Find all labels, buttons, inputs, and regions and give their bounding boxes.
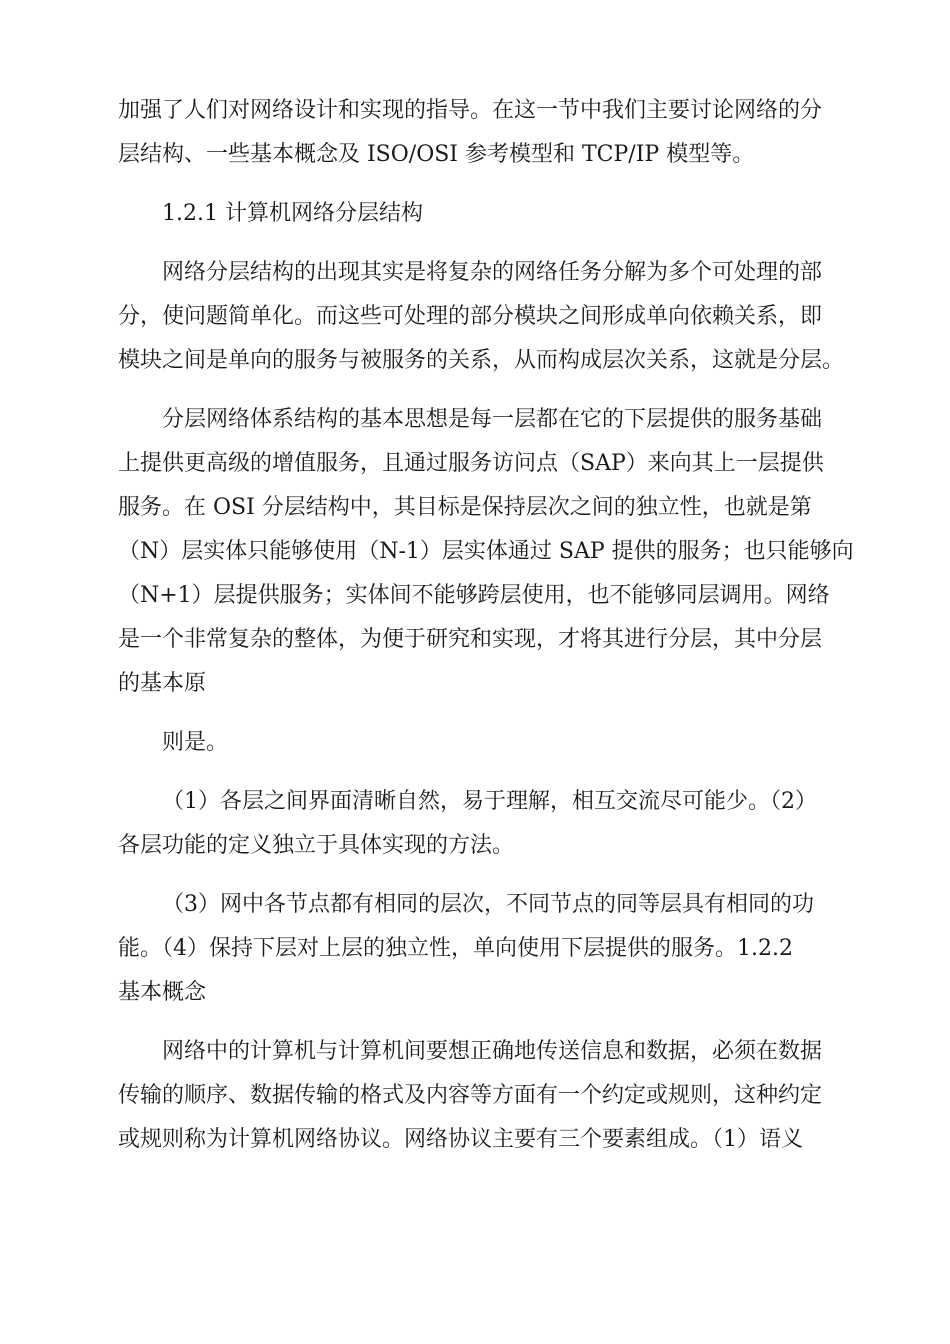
text-line-21: 传输的顺序、数据传输的格式及内容等方面有一个约定或规则，这种约定 [118, 1083, 823, 1108]
section-heading-1-2-1: 1.2.1 计算机网络分层结构 [162, 201, 423, 226]
text-line-18: 能。（4）保持下层对上层的独立性，单向使用下层提供的服务。1.2.2 [118, 936, 793, 961]
text-line-11: （N+1）层提供服务；实体间不能够跨层使用，也不能够同层调用。网络 [118, 583, 830, 608]
text-line-6: 模块之间是单向的服务与被服务的关系，从而构成层次关系，这就是分层。 [118, 348, 845, 373]
text-line-2: 层结构、一些基本概念及 ISO/OSI 参考模型和 TCP/IP 模型等。 [118, 142, 755, 167]
text-line-4: 网络分层结构的出现其实是将复杂的网络任务分解为多个可处理的部 [162, 260, 823, 285]
text-line-15: （1）各层之间界面清晰自然，易于理解，相互交流尽可能少。（2） [162, 789, 817, 814]
section-heading-1-2-2: 基本概念 [118, 980, 207, 1005]
text-line-9: 服务。在 OSI 分层结构中，其目标是保持层次之间的独立性，也就是第 [118, 495, 812, 520]
text-line-1: 加强了人们对网络设计和实现的指导。在这一节中我们主要讨论网络的分 [118, 98, 823, 123]
text-line-12: 是一个非常复杂的整体，为便于研究和实现，才将其进行分层，其中分层 [118, 627, 823, 652]
text-line-22: 或规则称为计算机网络协议。网络协议主要有三个要素组成。（1）语义 [118, 1127, 803, 1152]
text-line-14: 则是。 [162, 730, 229, 755]
text-line-10: （N）层实体只能够使用（N-1）层实体通过 SAP 提供的服务；也只能够向 [118, 539, 854, 564]
text-line-16: 各层功能的定义独立于具体实现的方法。 [118, 833, 515, 858]
text-line-8: 上提供更高级的增值服务，且通过服务访问点（SAP）来向其上一层提供 [118, 451, 824, 476]
text-line-5: 分，使问题简单化。而这些可处理的部分模块之间形成单向依赖关系，即 [118, 304, 823, 329]
text-line-20: 网络中的计算机与计算机间要想正确地传送信息和数据，必须在数据 [162, 1039, 823, 1064]
text-line-7: 分层网络体系结构的基本思想是每一层都在它的下层提供的服务基础 [162, 407, 823, 432]
text-line-13: 的基本原 [118, 671, 207, 696]
text-line-17: （3）网中各节点都有相同的层次，不同节点的同等层具有相同的功 [162, 892, 814, 917]
